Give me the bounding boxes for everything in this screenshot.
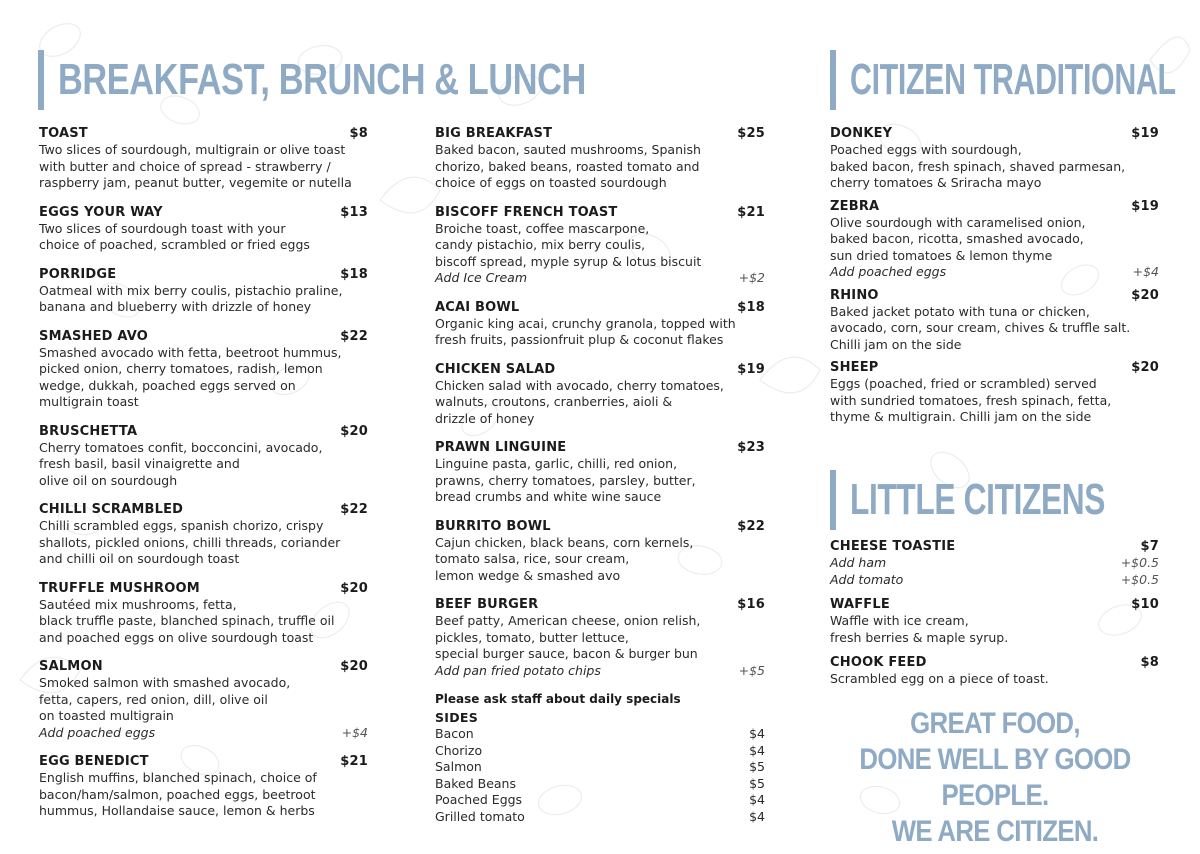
item-description-line: Organic king acai, crunchy granola, topped with bbox=[435, 315, 736, 331]
item-description-line: lemon wedge & smashed avo bbox=[435, 567, 621, 583]
item-description-line: sun dried tomatoes & lemon thyme bbox=[830, 247, 1053, 263]
item-price: $18 bbox=[737, 299, 765, 315]
side-item bbox=[435, 759, 765, 776]
item-description-line: fresh berries & maple syrup. bbox=[830, 629, 1009, 645]
item-name: EGG BENEDICT bbox=[39, 754, 149, 769]
item-name: PORRIDGE bbox=[39, 266, 117, 282]
item-description-line: English muffins, blanched spinach, choice of bbox=[39, 770, 317, 785]
menu-item bbox=[435, 439, 765, 506]
item-description-line: wedge, dukkah, poached eggs served on bbox=[39, 377, 296, 393]
item-description-line: Beef patty, American cheese, onion relish, bbox=[435, 613, 701, 628]
item-addon bbox=[435, 663, 765, 680]
item-name: PRAWN LINGUINE bbox=[435, 440, 567, 455]
menu-item bbox=[830, 359, 1159, 426]
item-description-line: Poached eggs with sourdough, bbox=[830, 142, 1022, 157]
side-item bbox=[435, 776, 765, 793]
menu-item bbox=[435, 204, 765, 287]
item-description-line: thyme & multigrain. Chilli jam on the side bbox=[830, 409, 1092, 424]
item-description-line: Cajun chicken, black beans, corn kernels, bbox=[435, 534, 694, 550]
item-name: EGGS YOUR WAY bbox=[39, 204, 163, 220]
menu-item bbox=[830, 538, 1159, 588]
menu-item bbox=[39, 753, 368, 820]
item-description-line: with sundried tomatoes, fresh spinach, fetta, bbox=[830, 392, 1112, 408]
item-description-line: Chilli jam on the side bbox=[830, 336, 962, 352]
addon-price: +$2 bbox=[738, 270, 765, 285]
item-description-line: Chicken salad with avocado, cherry tomatoes, bbox=[435, 377, 724, 393]
menu-item bbox=[435, 596, 765, 679]
item-name: CHOOK FEED bbox=[830, 655, 927, 670]
item-description-line: Broiche toast, coffee mascarpone, bbox=[435, 220, 650, 236]
item-description-line: chorizo, baked beans, roasted tomato and bbox=[435, 158, 700, 174]
item-price: $16 bbox=[737, 597, 765, 612]
item-description-line: Eggs (poached, fried or scrambled) served bbox=[830, 376, 1097, 391]
item-name: CHICKEN SALAD bbox=[435, 361, 556, 377]
item-description-line: Two slices of sourdough, multigrain or olive toast bbox=[39, 142, 346, 157]
item-description-line: Waffle with ice cream, bbox=[830, 613, 969, 628]
addon-text: Add Ice Cream bbox=[435, 270, 528, 285]
menu-item bbox=[830, 125, 1159, 192]
section-heading-little-citizens bbox=[830, 470, 1200, 530]
tagline-line: GREAT FOOD, bbox=[910, 707, 1080, 740]
item-price: $23 bbox=[737, 440, 765, 455]
menu-item bbox=[830, 287, 1159, 354]
item-price: $8 bbox=[1140, 655, 1159, 670]
menu-item bbox=[830, 596, 1159, 646]
item-description-line: hummus, Hollandaise sauce, lemon & herbs bbox=[39, 803, 315, 818]
menu-item bbox=[435, 299, 765, 349]
item-description-line: fetta, capers, red onion, dill, olive oil bbox=[39, 691, 268, 707]
item-description-line: cherry tomatoes & Sriracha mayo bbox=[830, 175, 1042, 190]
citizen-traditional-column bbox=[830, 125, 1159, 426]
item-description-line: on toasted multigrain bbox=[39, 708, 174, 723]
item-description-line: special burger sauce, bacon & burger bun bbox=[435, 646, 698, 661]
addon-price: +$0.5 bbox=[1120, 555, 1159, 570]
menu-item bbox=[39, 501, 368, 568]
item-price: $20 bbox=[1131, 360, 1159, 375]
side-price: $5 bbox=[749, 775, 765, 791]
side-name: Chorizo bbox=[435, 742, 483, 758]
item-description-line: avocado, corn, sour cream, chives & truffle salt. bbox=[830, 320, 1131, 335]
item-price: $20 bbox=[340, 659, 368, 674]
addon-price: +$0.5 bbox=[1120, 571, 1159, 587]
tagline-line: WE ARE CITIZEN. bbox=[891, 815, 1099, 848]
item-description-line: biscoff spread, myple syrup & lotus biscuit bbox=[435, 253, 702, 269]
item-addon bbox=[435, 270, 765, 287]
item-name: ACAI BOWL bbox=[435, 299, 520, 315]
item-description-line: Sautéed mix mushrooms, fetta, bbox=[39, 596, 237, 612]
item-name: CHEESE TOASTIE bbox=[830, 539, 956, 554]
item-name: ZEBRA bbox=[830, 198, 880, 214]
item-addon bbox=[830, 264, 1159, 281]
item-name: RHINO bbox=[830, 287, 879, 303]
item-name: BIG BREAKFAST bbox=[435, 126, 553, 141]
item-description-line: prawns, cherry tomatoes, parsley, butter, bbox=[435, 472, 696, 488]
item-description-line: Olive sourdough with caramelised onion, bbox=[830, 214, 1086, 230]
item-price: $20 bbox=[1131, 287, 1159, 303]
side-price: $4 bbox=[749, 808, 765, 824]
tagline-line: DONE WELL BY GOOD PEOPLE. bbox=[859, 743, 1131, 812]
item-description-line: walnuts, croutons, cranberries, aioli & bbox=[435, 394, 673, 409]
menu-item bbox=[39, 204, 368, 254]
item-price: $22 bbox=[340, 328, 368, 344]
section-heading-breakfast bbox=[38, 50, 735, 110]
heading-text: LITTLE CITIZENS bbox=[850, 475, 1106, 524]
side-price: $4 bbox=[749, 726, 765, 741]
breakfast-column-1 bbox=[39, 125, 368, 820]
item-price: $8 bbox=[349, 126, 368, 141]
item-description-line: raspberry jam, peanut butter, vegemite or nutella bbox=[39, 175, 352, 190]
menu-item bbox=[830, 654, 1159, 688]
item-description-line: bacon/ham/salmon, poached eggs, beetroot bbox=[39, 786, 316, 802]
item-description-line: multigrain toast bbox=[39, 394, 139, 409]
side-name: Bacon bbox=[435, 726, 474, 741]
item-description-line: Chilli scrambled eggs, spanish chorizo, crispy bbox=[39, 518, 324, 533]
item-name: BRUSCHETTA bbox=[39, 423, 138, 439]
item-description-line: tomato salsa, rice, sour cream, bbox=[435, 551, 630, 566]
side-item bbox=[435, 792, 765, 809]
item-price: $22 bbox=[737, 518, 765, 534]
item-name: SMASHED AVO bbox=[39, 328, 149, 344]
item-price: $18 bbox=[340, 266, 368, 282]
heading-accent-bar bbox=[38, 50, 44, 110]
addon-text: Add poached eggs bbox=[39, 724, 156, 740]
heading-text: BREAKFAST, BRUNCH & LUNCH bbox=[58, 55, 586, 104]
addon-price: +$4 bbox=[341, 724, 368, 740]
menu-item bbox=[39, 266, 368, 316]
item-addon bbox=[830, 572, 1159, 589]
item-price: $25 bbox=[737, 126, 765, 141]
item-description-line: and chilli oil on sourdough toast bbox=[39, 551, 240, 566]
addon-price: +$5 bbox=[738, 662, 765, 678]
item-description-line: Smoked salmon with smashed avocado, bbox=[39, 675, 291, 690]
side-item bbox=[435, 743, 765, 760]
side-name: Salmon bbox=[435, 759, 482, 774]
item-price: $19 bbox=[1131, 198, 1159, 214]
item-description-line: choice of eggs on toasted sourdough bbox=[435, 175, 667, 190]
specials-note: Please ask staff about daily specials bbox=[435, 692, 681, 706]
item-description-line: Smashed avocado with fetta, beetroot hummus, bbox=[39, 344, 342, 360]
item-price: $19 bbox=[1131, 126, 1159, 141]
item-description-line: baked bacon, ricotta, smashed avocado, bbox=[830, 231, 1084, 246]
item-description-line: Scrambled egg on a piece of toast. bbox=[830, 671, 1049, 686]
menu-item bbox=[39, 658, 368, 741]
menu-item bbox=[39, 125, 368, 192]
menu-item bbox=[39, 423, 368, 490]
item-price: $7 bbox=[1140, 539, 1159, 554]
item-price: $19 bbox=[737, 361, 765, 377]
menu-item bbox=[830, 198, 1159, 281]
item-description-line: shallots, pickled onions, chilli threads, coriander bbox=[39, 534, 341, 550]
item-name: DONKEY bbox=[830, 126, 893, 141]
item-description-line: olive oil on sourdough bbox=[39, 472, 178, 488]
item-description-line: Linguine pasta, garlic, chilli, red onion, bbox=[435, 456, 678, 471]
item-name: BEEF BURGER bbox=[435, 597, 539, 612]
item-description-line: black truffle paste, blanched spinach, truffle oil bbox=[39, 613, 335, 628]
addon-price: +$4 bbox=[1132, 264, 1159, 279]
side-item bbox=[435, 809, 765, 826]
tagline bbox=[853, 706, 1137, 850]
item-price: $20 bbox=[340, 423, 368, 439]
item-name: BURRITO BOWL bbox=[435, 518, 551, 534]
item-description-line: Two slices of sourdough toast with your bbox=[39, 220, 286, 236]
item-description-line: and poached eggs on olive sourdough toast bbox=[39, 629, 314, 645]
side-item bbox=[435, 726, 765, 743]
side-name: Poached Eggs bbox=[435, 792, 523, 807]
item-name: WAFFLE bbox=[830, 597, 890, 612]
item-description-line: picked onion, cherry tomatoes, radish, lemon bbox=[39, 361, 323, 376]
item-price: $22 bbox=[340, 502, 368, 517]
item-description-line: drizzle of honey bbox=[435, 410, 535, 426]
item-name: CHILLI SCRAMBLED bbox=[39, 502, 184, 517]
side-price: $5 bbox=[749, 759, 765, 774]
item-price: $21 bbox=[340, 754, 368, 769]
item-description-line: Baked jacket potato with tuna or chicken, bbox=[830, 303, 1090, 319]
little-citizens-column bbox=[830, 538, 1159, 688]
item-name: SALMON bbox=[39, 659, 103, 674]
menu-item bbox=[39, 580, 368, 647]
item-name: BISCOFF FRENCH TOAST bbox=[435, 204, 618, 220]
item-description-line: Baked bacon, sauted mushrooms, Spanish bbox=[435, 142, 701, 157]
item-description-line: with butter and choice of spread - strawberry / bbox=[39, 158, 331, 174]
item-price: $21 bbox=[737, 204, 765, 220]
item-price: $20 bbox=[340, 580, 368, 596]
item-description-line: Oatmeal with mix berry coulis, pistachio praline, bbox=[39, 282, 343, 298]
heading-accent-bar bbox=[830, 470, 836, 530]
addon-text: Add poached eggs bbox=[830, 264, 947, 279]
item-name: SHEEP bbox=[830, 360, 879, 375]
side-name: Baked Beans bbox=[435, 775, 516, 791]
menu-item bbox=[435, 125, 765, 192]
breakfast-column-2 bbox=[435, 125, 765, 825]
addon-text: Add pan fried potato chips bbox=[435, 662, 601, 678]
side-name: Grilled tomato bbox=[435, 808, 525, 824]
item-addon bbox=[39, 725, 368, 742]
section-heading-citizen-traditional bbox=[830, 50, 1200, 110]
item-description-line: candy pistachio, mix berry coulis, bbox=[435, 237, 646, 252]
item-description-line: fresh fruits, passionfruit plup & coconut flakes bbox=[435, 332, 724, 347]
side-price: $4 bbox=[749, 792, 765, 807]
heading-accent-bar bbox=[830, 50, 836, 110]
item-description-line: banana and blueberry with drizzle of honey bbox=[39, 299, 312, 314]
menu-item bbox=[39, 328, 368, 411]
menu-item bbox=[435, 361, 765, 428]
item-price: $13 bbox=[340, 204, 368, 220]
side-price: $4 bbox=[749, 742, 765, 758]
item-name: TRUFFLE MUSHROOM bbox=[39, 580, 200, 596]
item-description-line: pickles, tomato, butter lettuce, bbox=[435, 629, 629, 645]
item-description-line: choice of poached, scrambled or fried eggs bbox=[39, 237, 310, 252]
item-description-line: baked bacon, fresh spinach, shaved parmesan, bbox=[830, 158, 1126, 174]
item-description-line: bread crumbs and white wine sauce bbox=[435, 489, 662, 504]
addon-text: Add ham bbox=[830, 555, 887, 570]
item-addon bbox=[830, 555, 1159, 572]
item-price: $10 bbox=[1131, 597, 1159, 612]
item-name: TOAST bbox=[39, 126, 88, 141]
item-description-line: fresh basil, basil vinaigrette and bbox=[39, 456, 240, 471]
sides-title: SIDES bbox=[435, 710, 479, 725]
heading-text: CITIZEN TRADITIONAL bbox=[850, 55, 1176, 104]
menu-item bbox=[435, 518, 765, 585]
addon-text: Add tomato bbox=[830, 571, 904, 587]
item-description-line: Cherry tomatoes confit, bocconcini, avocado, bbox=[39, 439, 323, 455]
